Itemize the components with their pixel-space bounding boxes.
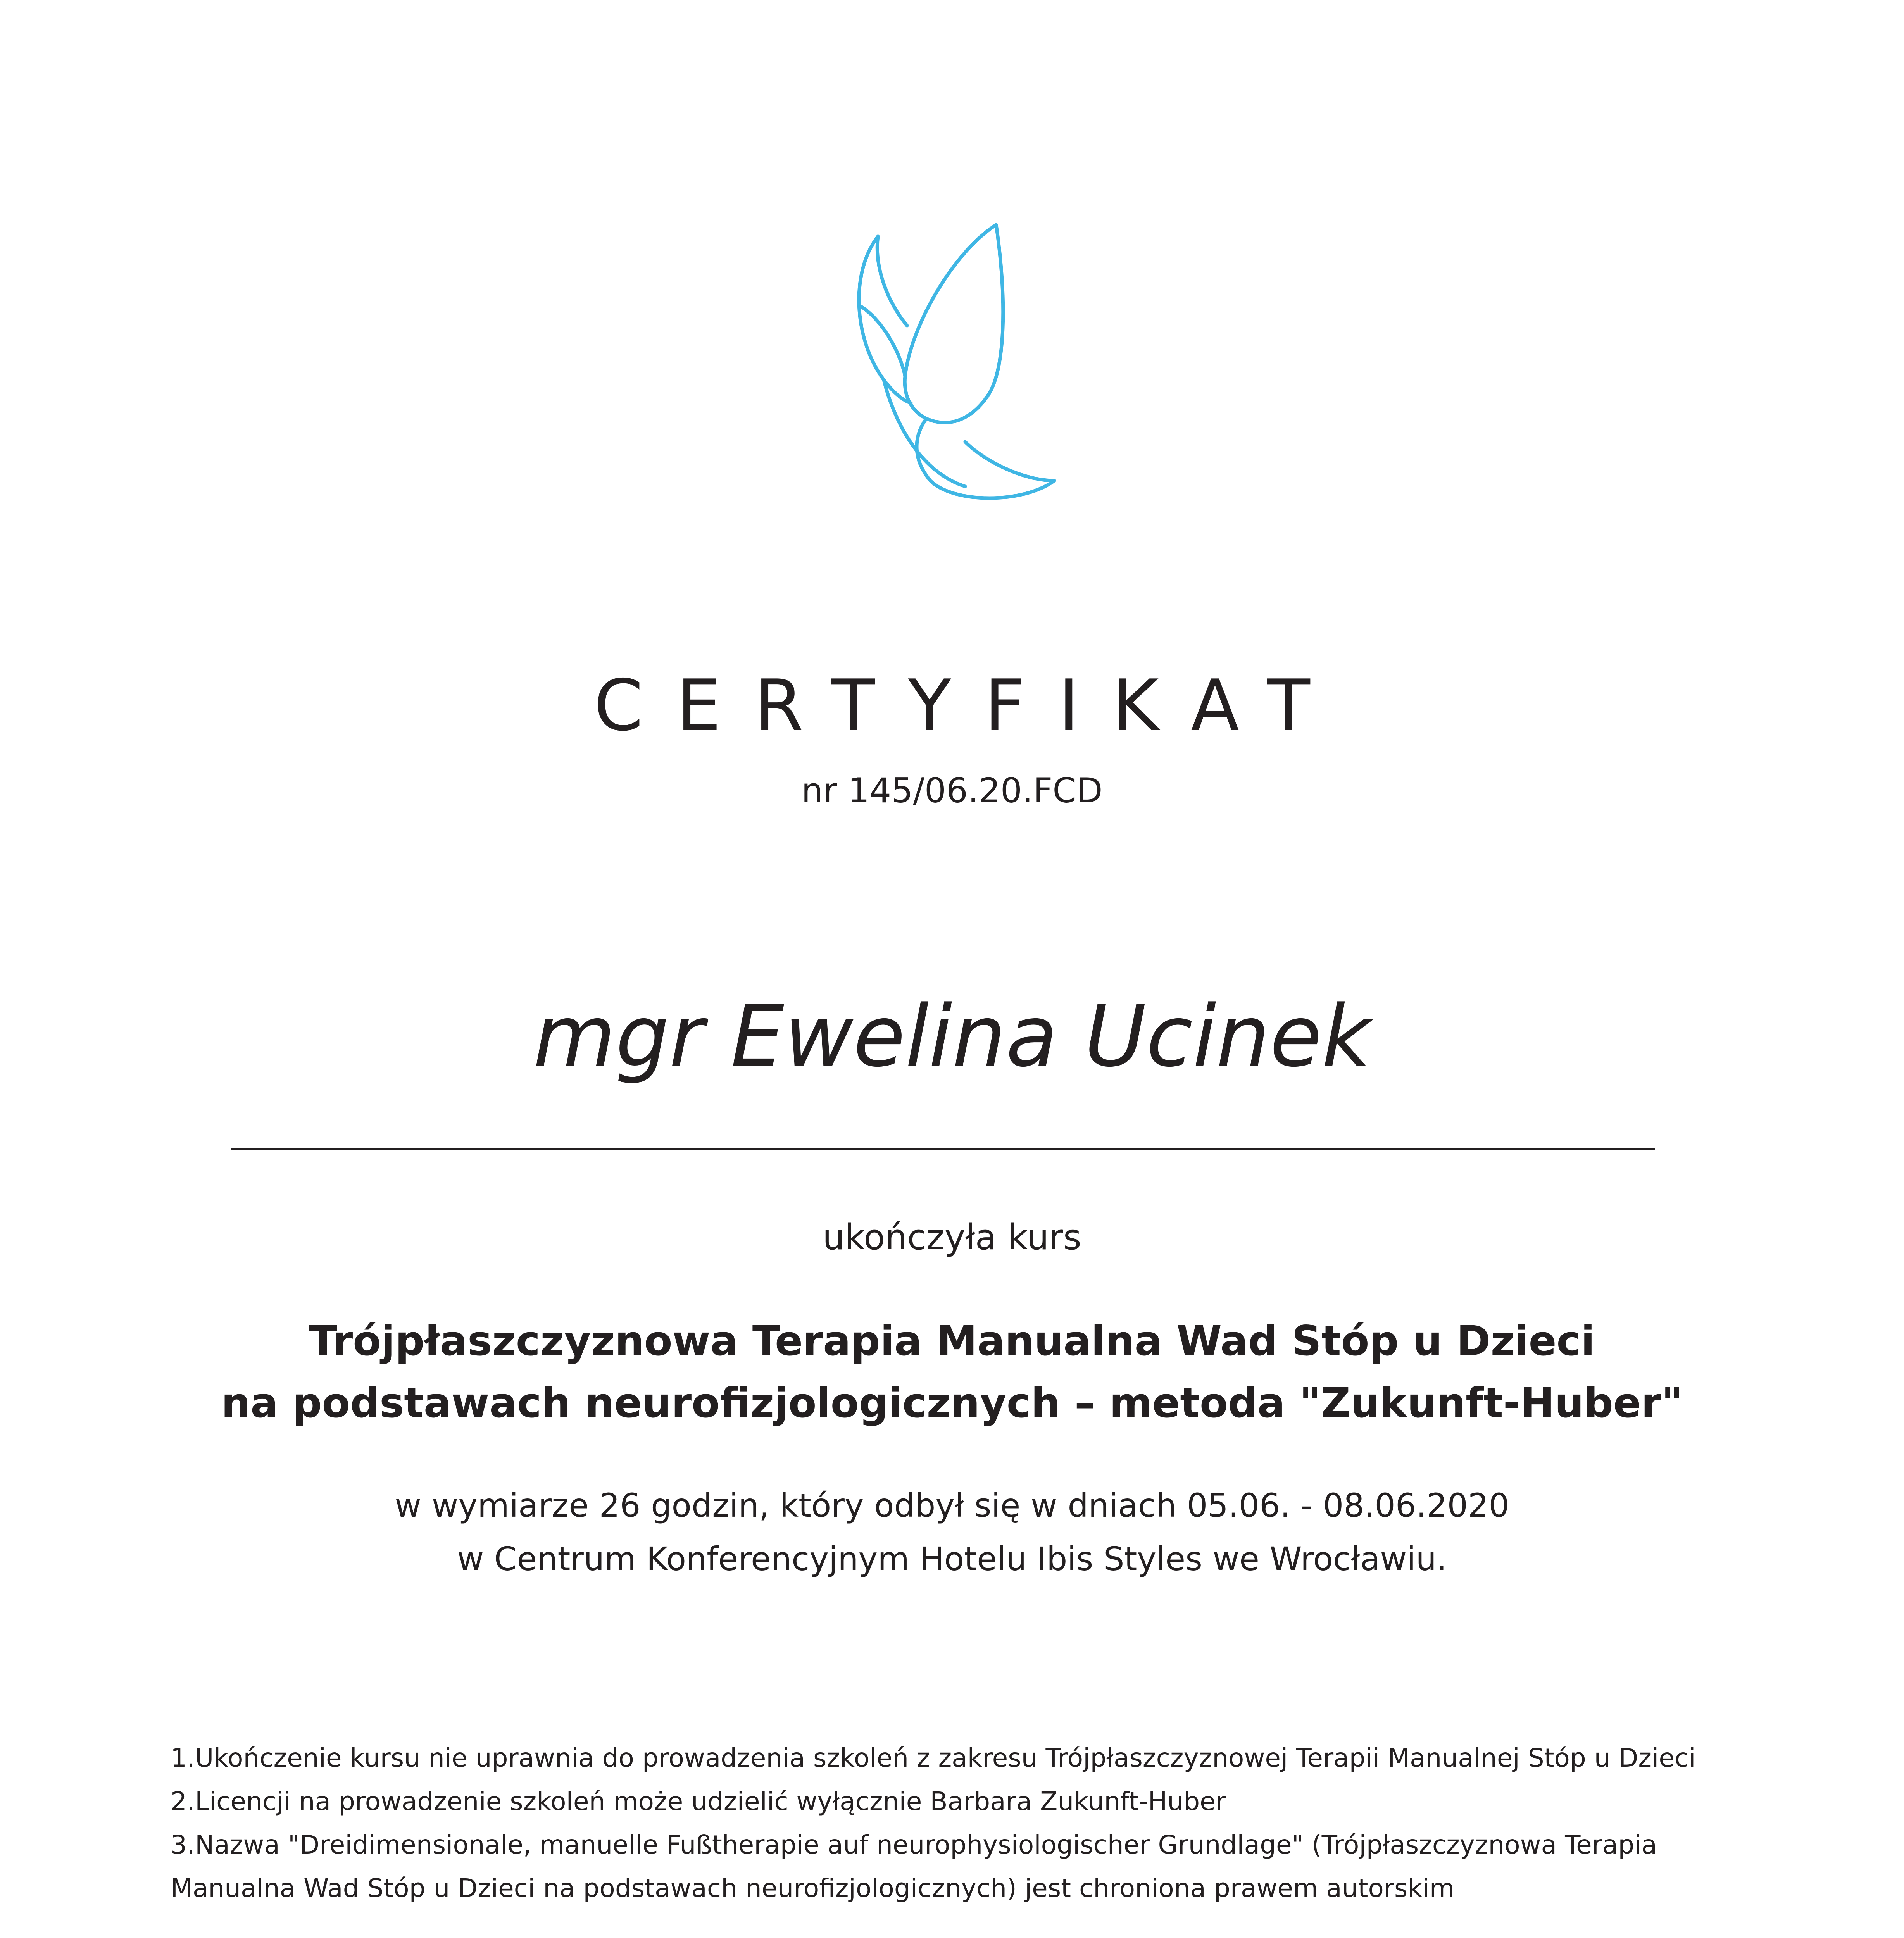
course-details-line: w Centrum Konferencyjnym Hotelu Ibis Styles we Wrocławiu. bbox=[457, 1540, 1447, 1578]
note-item: 3.Nazwa "Dreidimensionale, manuelle Fußtherapie auf neurophysiologischer Grundlage" (Trójpłaszczyznowa Terapia bbox=[171, 1830, 1657, 1860]
course-title bbox=[0, 1310, 1904, 1434]
note-item: 2.Licencji na prowadzenie szkoleń może udzielić wyłącznie Barbara Zukunft-Huber bbox=[171, 1786, 1226, 1816]
note-item: 1.Ukończenie kursu nie uprawnia do prowadzenia szkoleń z zakresu Trójpłaszczyznowej Terapii Manualnej Stóp u Dzieci bbox=[171, 1743, 1696, 1773]
certificate-number: nr 145/06.20.FCD bbox=[801, 771, 1103, 810]
course-title-line: na podstawach neurofizjologicznych – metoda "Zukunft-Huber" bbox=[221, 1379, 1683, 1427]
course-details-line: w wymiarze 26 godzin, który odbył się w dniach 05.06. - 08.06.2020 bbox=[395, 1486, 1509, 1524]
certificate-title: CERTYFIKAT bbox=[594, 664, 1343, 747]
recipient-name: mgr Ewelina Ucinek bbox=[533, 988, 1371, 1086]
notes-list bbox=[171, 1736, 1760, 1910]
note-item: Manualna Wad Stóp u Dzieci na podstawach neurofizjologicznych) jest chroniona prawem autorskim bbox=[171, 1873, 1455, 1903]
recipient-underline bbox=[231, 1148, 1655, 1150]
butterfly-logo-icon bbox=[837, 209, 1070, 504]
completed-label: ukończyła kurs bbox=[823, 1217, 1081, 1258]
course-details bbox=[0, 1479, 1904, 1586]
course-title-line: Trójpłaszczyznowa Terapia Manualna Wad Stóp u Dzieci bbox=[309, 1317, 1595, 1365]
